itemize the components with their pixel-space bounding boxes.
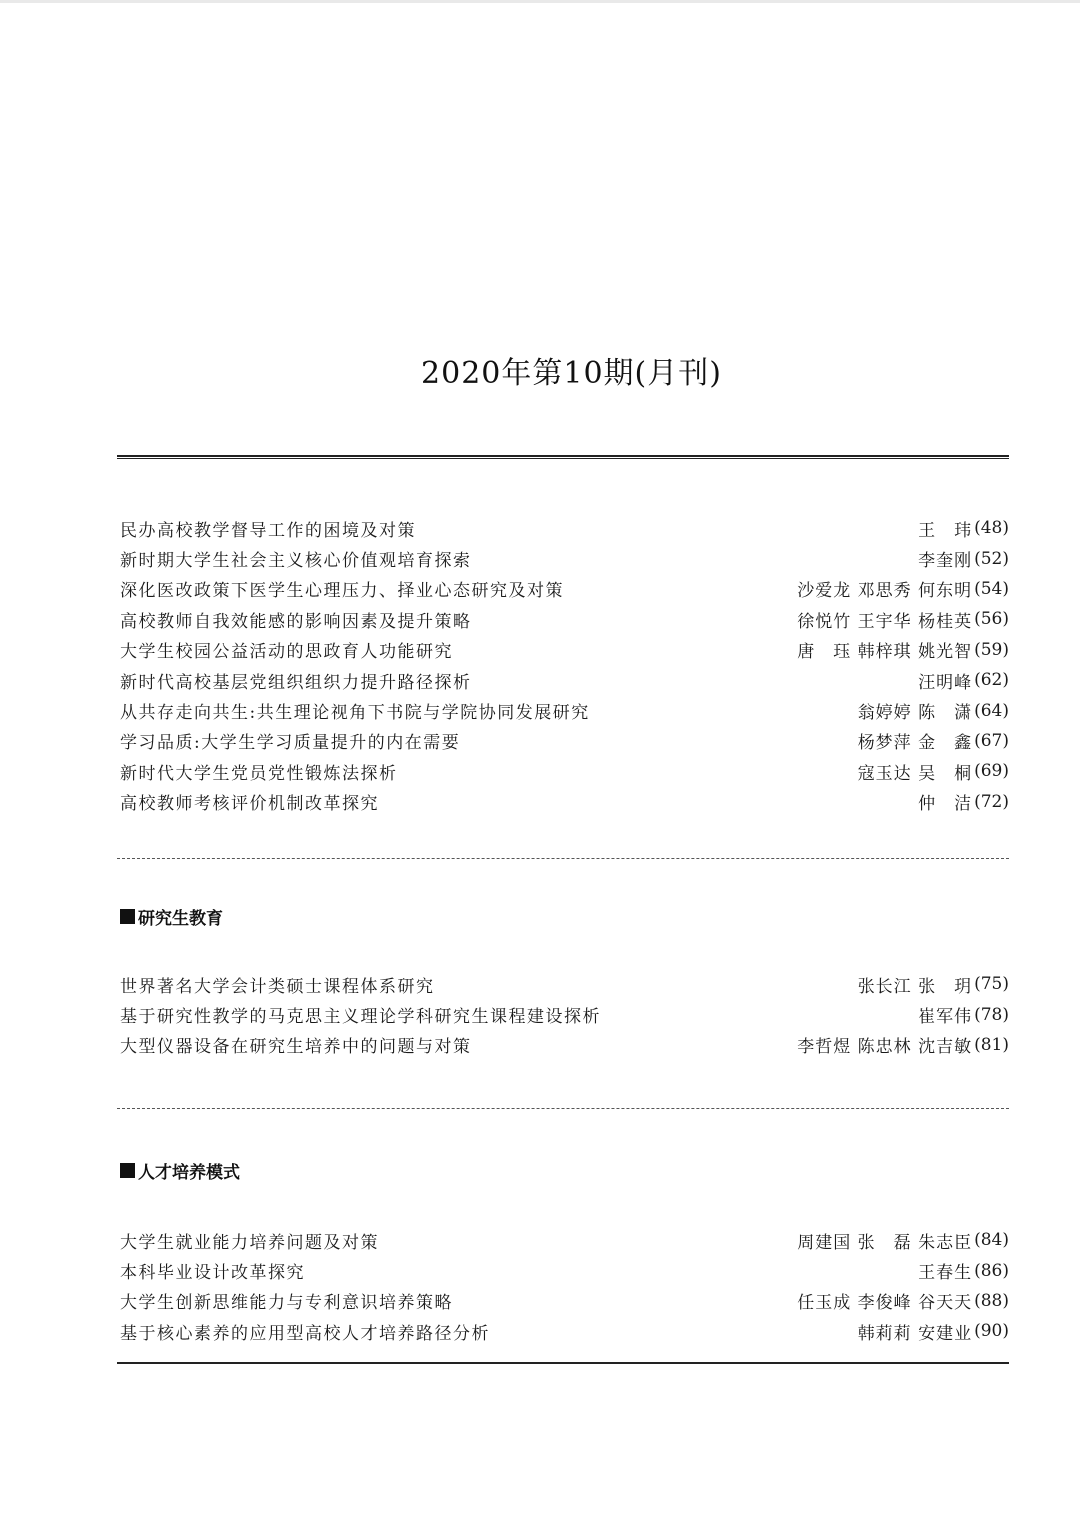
toc-entry[interactable] <box>120 1316 1009 1346</box>
toc-entry[interactable] <box>120 1286 1009 1316</box>
toc-entry-authors: 杨梦萍 金 鑫 <box>857 733 973 754</box>
toc-entry-page: (90) <box>974 1321 1009 1342</box>
toc-entry-title: 基于研究性教学的马克思主义理论学科研究生课程建设探析 <box>120 1007 601 1028</box>
toc-entry-authors: 李奎刚 <box>918 551 973 572</box>
toc-entry-page: (78) <box>974 1004 1009 1025</box>
toc-entry[interactable] <box>120 1225 1009 1255</box>
toc-entry-authors: 韩莉莉 安建业 <box>857 1323 973 1344</box>
toc-entry-title: 大学生创新思维能力与专利意识培养策略 <box>120 1293 453 1314</box>
toc-section-graduate-education <box>120 969 1009 1060</box>
page-top-edge <box>0 0 1080 3</box>
toc-entry-title: 大学生校园公益活动的思政育人功能研究 <box>120 642 453 663</box>
toc-entry-title: 高校教师考核评价机制改革探究 <box>120 794 379 815</box>
toc-entry-authors: 沙爱龙 邓思秀 何东明 <box>797 581 973 602</box>
section-divider <box>117 1108 1009 1109</box>
toc-entry-page: (72) <box>974 791 1009 812</box>
toc-entry-title: 基于核心素养的应用型高校人才培养路径分析 <box>120 1323 490 1344</box>
toc-entry-authors: 王 玮 <box>918 520 973 541</box>
toc-entry[interactable] <box>120 787 1009 817</box>
toc-entry-page: (67) <box>974 730 1009 751</box>
toc-entry-title: 新时代高校基层党组织组织力提升路径探析 <box>120 672 472 693</box>
toc-entry-authors: 任玉成 李俊峰 谷天天 <box>797 1293 973 1314</box>
toc-entry[interactable] <box>120 604 1009 634</box>
square-bullet-icon <box>120 1163 135 1178</box>
toc-entry-title: 世界著名大学会计类硕士课程体系研究 <box>120 976 435 997</box>
toc-entry-title: 民办高校教学督导工作的困境及对策 <box>120 520 416 541</box>
toc-entry-page: (69) <box>974 761 1009 782</box>
toc-section-talent-cultivation <box>120 1225 1009 1347</box>
toc-entry-title: 高校教师自我效能感的影响因素及提升策略 <box>120 611 472 632</box>
toc-entry-page: (48) <box>974 518 1009 539</box>
footer-divider <box>117 1362 1009 1364</box>
toc-entry-authors: 唐 珏 韩梓琪 姚光智 <box>797 642 973 663</box>
toc-entry-authors: 王春生 <box>918 1263 973 1284</box>
toc-entry-authors: 徐悦竹 王宇华 杨桂英 <box>797 611 973 632</box>
toc-entry-title: 新时期大学生社会主义核心价值观培育探索 <box>120 551 472 572</box>
toc-entry-title: 新时代大学生党员党性锻炼法探析 <box>120 763 398 784</box>
toc-entry[interactable] <box>120 756 1009 786</box>
toc-entry-title: 学习品质:大学生学习质量提升的内在需要 <box>120 733 461 754</box>
toc-entry[interactable] <box>120 513 1009 543</box>
toc-entry-title: 大学生就业能力培养问题及对策 <box>120 1232 379 1253</box>
toc-entry-page: (84) <box>974 1230 1009 1251</box>
section-heading-talent-cultivation <box>120 1158 240 1182</box>
toc-entry-title: 深化医改政策下医学生心理压力、择业心态研究及对策 <box>120 581 564 602</box>
toc-entry[interactable] <box>120 665 1009 695</box>
section-divider <box>117 858 1009 859</box>
toc-entry-page: (54) <box>974 578 1009 599</box>
toc-entry-page: (81) <box>974 1034 1009 1055</box>
section-heading-label: 人才培养模式 <box>138 1162 240 1183</box>
toc-section-general <box>120 513 1009 817</box>
toc-entry-title: 本科毕业设计改革探究 <box>120 1263 305 1284</box>
toc-entry-page: (86) <box>974 1260 1009 1281</box>
toc-entry-authors: 周建国 张 磊 朱志臣 <box>797 1232 973 1253</box>
toc-entry-authors: 张长江 张 玥 <box>857 976 973 997</box>
toc-entry-page: (62) <box>974 670 1009 691</box>
toc-entry-page: (59) <box>974 639 1009 660</box>
toc-entry[interactable] <box>120 695 1009 725</box>
toc-entry[interactable] <box>120 726 1009 756</box>
square-bullet-icon <box>120 909 135 924</box>
toc-entry-authors: 崔军伟 <box>918 1007 973 1028</box>
toc-entry[interactable] <box>120 999 1009 1029</box>
toc-entry[interactable] <box>120 1030 1009 1060</box>
toc-entry-title: 从共存走向共生:共生理论视角下书院与学院协同发展研究 <box>120 703 590 724</box>
toc-entry-page: (64) <box>974 700 1009 721</box>
toc-entry[interactable] <box>120 635 1009 665</box>
issue-title: 2020年第10期(月刊) <box>421 356 722 391</box>
toc-entry[interactable] <box>120 543 1009 573</box>
toc-entry-authors: 翁婷婷 陈 潇 <box>857 703 973 724</box>
toc-entry-authors: 寇玉达 吴 桐 <box>857 763 973 784</box>
toc-entry[interactable] <box>120 1255 1009 1285</box>
toc-entry-page: (52) <box>974 548 1009 569</box>
toc-entry[interactable] <box>120 574 1009 604</box>
toc-entry-authors: 仲 洁 <box>918 794 973 815</box>
toc-entry-authors: 汪明峰 <box>918 672 973 693</box>
header-divider <box>117 455 1009 459</box>
toc-entry-title: 大型仪器设备在研究生培养中的问题与对策 <box>120 1037 472 1058</box>
toc-entry-page: (75) <box>974 974 1009 995</box>
toc-entry-authors: 李哲煜 陈忠林 沈吉敏 <box>797 1037 973 1058</box>
toc-entry[interactable] <box>120 969 1009 999</box>
section-heading-graduate-education <box>120 904 223 928</box>
toc-entry-page: (88) <box>974 1290 1009 1311</box>
section-heading-label: 研究生教育 <box>138 908 223 929</box>
toc-entry-page: (56) <box>974 609 1009 630</box>
